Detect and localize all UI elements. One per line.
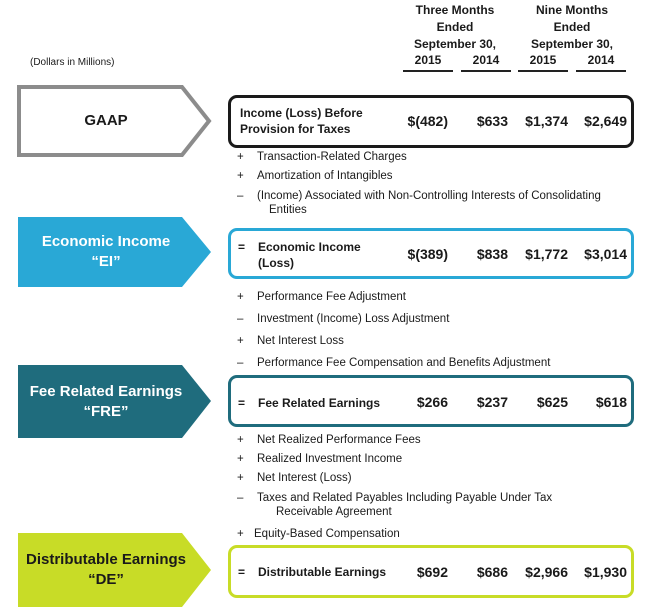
header-underline (461, 70, 511, 72)
fre-value-9m-2015: $625 (536, 394, 568, 410)
ei-value-9m-2015: $1,772 (525, 246, 568, 262)
de-arrow-label-line2: “DE” (88, 571, 124, 588)
ei-row-label (258, 239, 361, 271)
ei-row-label-line1: Economic Income (258, 240, 361, 254)
header-three-months-line1: Three Months (415, 3, 495, 17)
gaap-arrow (16, 84, 212, 158)
gaap-value-q3-2015: $(482) (407, 113, 448, 129)
gaap-arrow-label: GAAP (84, 112, 128, 129)
fre-equals: = (238, 396, 246, 410)
gaap-row-label (240, 105, 363, 137)
adjustment-item: + Transaction-Related Charges (237, 151, 407, 163)
adjustment-item: – (Income) Associated with Non-Controlling Interests of Consolidating Entities (237, 190, 601, 216)
de-row-label-line1: Distributable Earnings (258, 565, 387, 579)
header-nine-months-line2: Ended (553, 20, 591, 34)
header-year: 2015 (414, 53, 442, 67)
header-three-months-line2: Ended (436, 20, 474, 34)
de-value-9m-2014: $1,930 (584, 564, 627, 580)
de-arrow-label-line1: Distributable Earnings (25, 551, 187, 568)
header-underline (576, 70, 626, 72)
de-arrow (18, 533, 212, 607)
fre-row-label-line1: Fee Related Earnings (258, 396, 381, 410)
ei-arrow (18, 217, 212, 287)
gaap-value-9m-2014: $2,649 (584, 113, 627, 129)
header-nine-months-line3: September 30, (530, 37, 614, 51)
de-equals: = (238, 565, 246, 579)
ei-value-9m-2014: $3,014 (584, 246, 627, 262)
ei-arrow-label-line1: Economic Income (41, 233, 171, 250)
ei-row-label-line2: (Loss) (258, 256, 294, 270)
adjustment-item: + Net Interest Loss (237, 335, 344, 347)
de-value-q3-2015: $692 (416, 564, 448, 580)
header-year: 2015 (529, 53, 557, 67)
adjustment-item: – Investment (Income) Loss Adjustment (237, 313, 450, 325)
fre-row-label (258, 395, 380, 411)
adjustment-item: – Taxes and Related Payables Including Payable Under Tax Receivable Agreement (237, 492, 553, 518)
fre-arrow-label-line2: “FRE” (83, 402, 129, 420)
header-year: 2014 (472, 53, 500, 67)
header-three-months (405, 2, 505, 53)
gaap-value-9m-2015: $1,374 (525, 113, 568, 129)
ei-value-q3-2015: $(389) (407, 246, 448, 262)
fre-value-9m-2014: $618 (595, 394, 627, 410)
adjustment-item: + Net Interest (Loss) (237, 472, 352, 484)
adjustment-item: + Realized Investment Income (237, 453, 403, 465)
adjustment-item: + Amortization of Intangibles (237, 170, 393, 182)
units-note: (Dollars in Millions) (30, 57, 115, 68)
header-underline (518, 70, 568, 72)
gaap-row-label-line1: Income (Loss) Before (240, 106, 363, 120)
adjustment-item: + Equity-Based Compensation (237, 528, 400, 540)
de-value-9m-2015: $2,966 (525, 564, 568, 580)
fre-arrow (18, 365, 212, 438)
header-underline (403, 70, 453, 72)
fre-arrow-label-line1: Fee Related Earnings (29, 382, 183, 400)
header-nine-months (520, 2, 624, 53)
gaap-value-q3-2014: $633 (476, 113, 508, 129)
gaap-row-label-line2: Provision for Taxes (240, 122, 351, 136)
header-year: 2014 (587, 53, 615, 67)
header-three-months-line3: September 30, (413, 37, 497, 51)
adjustment-item: + Net Realized Performance Fees (237, 434, 421, 446)
ei-equals: = (238, 240, 246, 254)
adjustment-item: – Performance Fee Compensation and Benefits Adjustment (237, 357, 551, 369)
de-row-label (258, 564, 386, 580)
de-value-q3-2014: $686 (476, 564, 508, 580)
adjustment-item: + Performance Fee Adjustment (237, 291, 406, 303)
ei-value-q3-2014: $838 (476, 246, 508, 262)
fre-value-q3-2015: $266 (416, 394, 448, 410)
ei-arrow-label-line2: “EI” (91, 253, 121, 270)
fre-value-q3-2014: $237 (476, 394, 508, 410)
header-nine-months-line1: Nine Months (536, 3, 608, 17)
